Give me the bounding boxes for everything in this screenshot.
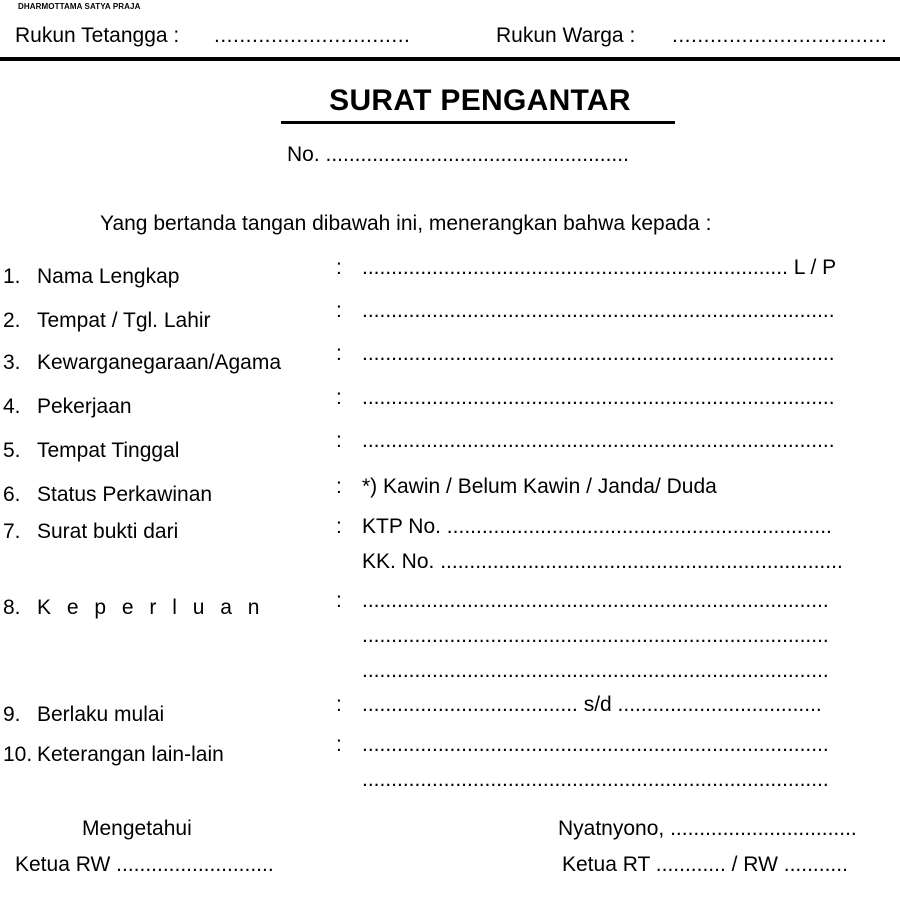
field-label-surat-bukti: Surat bukti dari — [37, 520, 179, 543]
document-number-field[interactable]: No. .................................................... — [287, 143, 629, 166]
field-number: 2. — [3, 309, 21, 332]
field-number: 6. — [3, 483, 21, 506]
organization-name: DHARMOTTAMA SATYA PRAJA — [18, 2, 141, 11]
field-colon: : — [336, 386, 342, 409]
field-label-tempat-tinggal: Tempat Tinggal — [37, 439, 180, 462]
field-number: 7. — [3, 520, 21, 543]
field-value-kewarganegaraan-agama[interactable]: ................................................................................. — [362, 342, 835, 365]
field-value-berlaku-mulai[interactable]: ..................................... s/d ................................... — [362, 693, 822, 716]
document-title: SURAT PENGANTAR — [329, 84, 631, 117]
field-colon: : — [336, 515, 342, 538]
rw-field[interactable]: .................................. — [672, 24, 888, 47]
rw-label: Rukun Warga : — [496, 24, 636, 47]
field-colon: : — [336, 299, 342, 322]
field-colon: : — [336, 693, 342, 716]
field-value-status-perkawinan[interactable]: *) Kawin / Belum Kawin / Janda/ Duda — [362, 475, 717, 498]
field-colon: : — [336, 475, 342, 498]
field-value-pekerjaan[interactable]: ................................................................................. — [362, 386, 835, 409]
field-value-nama-lengkap[interactable]: ......................................................................... L / P — [362, 256, 837, 279]
rt-field[interactable]: ............................... — [214, 24, 411, 47]
field-colon: : — [336, 429, 342, 452]
field-label-keterangan-lain: Keterangan lain-lain — [37, 743, 224, 766]
field-label-status-perkawinan: Status Perkawinan — [37, 483, 213, 506]
field-label-pekerjaan: Pekerjaan — [37, 395, 132, 418]
field-value-keterangan-line-2[interactable]: ................................................................................ — [362, 768, 829, 791]
field-label-kewarganegaraan-agama: Kewarganegaraan/Agama — [37, 351, 282, 374]
footer-ketua-rw[interactable]: Ketua RW ........................... — [15, 853, 274, 876]
field-value-keperluan-line-3[interactable]: ................................................................................ — [362, 659, 829, 682]
field-number: 5. — [3, 439, 21, 462]
field-number: 1. — [3, 265, 21, 288]
field-value-keperluan-line-2[interactable]: ................................................................................ — [362, 624, 829, 647]
header-divider — [0, 57, 900, 61]
field-number: 4. — [3, 395, 21, 418]
field-value-kk-no[interactable]: KK. No. ..................................................................... — [362, 550, 843, 573]
field-colon: : — [336, 589, 342, 612]
field-value-tempat-tgl-lahir[interactable]: ................................................................................. — [362, 299, 835, 322]
field-number: 8. — [3, 596, 21, 619]
field-value-tempat-tinggal[interactable]: ................................................................................. — [362, 429, 835, 452]
field-label-nama-lengkap: Nama Lengkap — [37, 265, 180, 288]
field-colon: : — [336, 256, 342, 279]
rt-label: Rukun Tetangga : — [15, 24, 180, 47]
field-value-keperluan-line-1[interactable]: ................................................................................ — [362, 589, 829, 612]
field-label-berlaku-mulai: Berlaku mulai — [37, 703, 165, 726]
title-underline — [281, 121, 675, 124]
field-colon: : — [336, 342, 342, 365]
footer-place-date[interactable]: Nyatnyono, ................................ — [558, 817, 857, 840]
field-number: 9. — [3, 703, 21, 726]
field-colon: : — [336, 733, 342, 756]
field-label-keperluan: K e p e r l u a n — [37, 596, 265, 619]
field-number: 10. — [3, 743, 33, 766]
intro-text: Yang bertanda tangan dibawah ini, menerangkan bahwa kepada : — [100, 212, 712, 235]
field-value-keterangan-line-1[interactable]: ................................................................................ — [362, 733, 829, 756]
footer-ketua-rt[interactable]: Ketua RT ............ / RW ........... — [562, 853, 848, 876]
field-label-tempat-tgl-lahir: Tempat / Tgl. Lahir — [37, 309, 211, 332]
field-number: 3. — [3, 351, 21, 374]
footer-mengetahui: Mengetahui — [82, 817, 192, 840]
field-value-ktp-no[interactable]: KTP No. .................................................................. — [362, 515, 832, 538]
